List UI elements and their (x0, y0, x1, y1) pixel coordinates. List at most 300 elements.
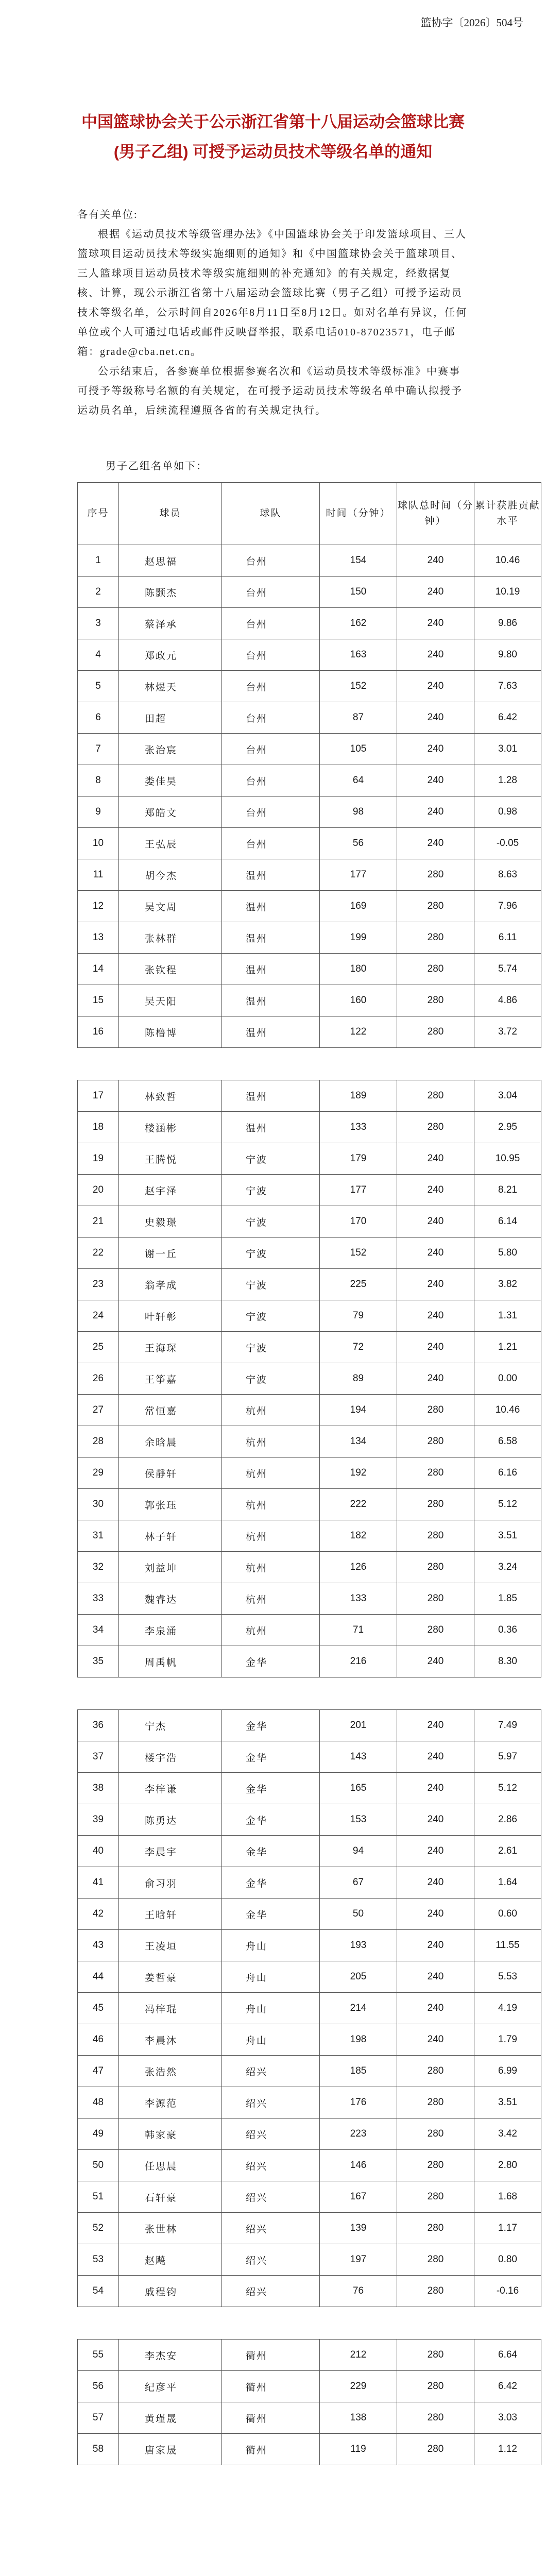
cell-team: 金华 (222, 1804, 320, 1836)
cell-time: 193 (320, 1930, 397, 1961)
table-intro: 男子乙组名单如下： (106, 461, 208, 472)
cell-time: 134 (320, 1426, 397, 1458)
cell-contribution: 3.51 (474, 1520, 541, 1552)
cell-team-total: 280 (397, 1112, 474, 1143)
cell-team: 台州 (222, 796, 320, 828)
cell-team-total: 280 (397, 1489, 474, 1520)
cell-time: 76 (320, 2276, 397, 2307)
document-number: 篮协字〔2026〕504号 (420, 16, 523, 29)
table-row (78, 1583, 541, 1615)
cell-team: 台州 (222, 545, 320, 577)
cell-time: 87 (320, 702, 397, 734)
cell-player: 余晗晨 (119, 1426, 222, 1458)
cell-team-total: 280 (397, 1080, 474, 1112)
cell-team-total: 280 (397, 2087, 474, 2119)
cell-contribution: 5.12 (474, 1489, 541, 1520)
cell-team: 金华 (222, 1836, 320, 1867)
table-row (78, 1458, 541, 1489)
cell-player: 翁孝成 (119, 1269, 222, 1300)
cell-team: 杭州 (222, 1583, 320, 1615)
cell-team: 宁波 (222, 1143, 320, 1175)
cell-team-total: 280 (397, 2056, 474, 2087)
table-row (78, 2150, 541, 2181)
cell-contribution: -0.16 (474, 2276, 541, 2307)
cell-team: 舟山 (222, 1961, 320, 1993)
cell-player: 常恒嘉 (119, 1395, 222, 1426)
cell-team-total: 280 (397, 2181, 474, 2213)
cell-contribution: 10.46 (474, 1395, 541, 1426)
cell-time: 199 (320, 922, 397, 954)
cell-player: 王凌垣 (119, 1930, 222, 1961)
cell-no: 5 (78, 671, 119, 702)
title-line-2: (男子乙组) 可授予运动员技术等级名单的通知 (113, 143, 433, 161)
cell-team: 衢州 (222, 2434, 320, 2465)
cell-contribution: 0.00 (474, 1363, 541, 1395)
cell-no: 45 (78, 1993, 119, 2024)
cell-team: 金华 (222, 1646, 320, 1677)
cell-player: 张治宸 (119, 734, 222, 765)
cell-contribution: 7.63 (474, 671, 541, 702)
table-row (78, 1615, 541, 1646)
cell-contribution: 0.36 (474, 1615, 541, 1646)
ranking-table (77, 1709, 541, 2307)
cell-team: 宁波 (222, 1175, 320, 1206)
table-row (78, 2402, 541, 2434)
table-row (78, 1993, 541, 2024)
table-row (78, 1710, 541, 1741)
cell-no: 2 (78, 577, 119, 608)
cell-time: 177 (320, 859, 397, 891)
cell-no: 57 (78, 2402, 119, 2434)
cell-contribution: 3.01 (474, 734, 541, 765)
cell-team-total: 240 (397, 1363, 474, 1395)
table-row (78, 2087, 541, 2119)
table-row (78, 891, 541, 922)
cell-contribution: 9.86 (474, 608, 541, 639)
cell-team: 台州 (222, 702, 320, 734)
ranking-table (77, 2339, 541, 2465)
table-row (78, 1016, 541, 1048)
cell-team: 舟山 (222, 2024, 320, 2056)
cell-team-total: 240 (397, 577, 474, 608)
table-row (78, 1552, 541, 1583)
cell-no: 53 (78, 2244, 119, 2276)
cell-time: 205 (320, 1961, 397, 1993)
cell-player: 姜哲豪 (119, 1961, 222, 1993)
cell-contribution: 4.86 (474, 985, 541, 1016)
cell-no: 54 (78, 2276, 119, 2307)
cell-contribution: 6.14 (474, 1206, 541, 1238)
cell-time: 146 (320, 2150, 397, 2181)
cell-player: 李晨宇 (119, 1836, 222, 1867)
cell-team-total: 240 (397, 2024, 474, 2056)
cell-team: 宁波 (222, 1300, 320, 1332)
cell-no: 40 (78, 1836, 119, 1867)
table-row (78, 922, 541, 954)
cell-team-total: 280 (397, 2434, 474, 2465)
cell-player: 李梓谦 (119, 1773, 222, 1804)
table-row (78, 2276, 541, 2307)
cell-team-total: 280 (397, 985, 474, 1016)
cell-contribution: 3.42 (474, 2119, 541, 2150)
cell-team: 台州 (222, 765, 320, 796)
cell-player: 王晗轩 (119, 1899, 222, 1930)
header-time: 时间（分钟） (320, 483, 397, 545)
cell-team: 绍兴 (222, 2181, 320, 2213)
cell-team: 温州 (222, 954, 320, 985)
cell-time: 169 (320, 891, 397, 922)
cell-player: 冯梓琨 (119, 1993, 222, 2024)
cell-team-total: 280 (397, 2213, 474, 2244)
cell-player: 唐家晟 (119, 2434, 222, 2465)
cell-no: 38 (78, 1773, 119, 1804)
ranking-table (77, 482, 541, 1048)
cell-contribution: 7.96 (474, 891, 541, 922)
cell-time: 119 (320, 2434, 397, 2465)
cell-team-total: 240 (397, 639, 474, 671)
paragraph-1: 根据《运动员技术等级管理办法》《中国篮球协会关于印发篮球项目、三人篮球项目运动员技术等级实施细则的通知》和《中国篮球协会关于篮球项目、三人篮球项目运动员技术等级实施细则的补充通知》的有关规定，经数据复核、计算，现公示浙江省第十八届运动会篮球比赛（男子乙组）可授予运动员技术等级名单，公示时间自2026年8月11日至8月12日。如对名单有异议，任何单位或个人可通过电话或邮件反映督举报，联系电话010-87023571，电子邮箱：grade@cba.net.cn。 (77, 229, 468, 358)
cell-player: 张浩然 (119, 2056, 222, 2087)
cell-team: 杭州 (222, 1395, 320, 1426)
cell-contribution: 8.63 (474, 859, 541, 891)
cell-time: 105 (320, 734, 397, 765)
cell-time: 72 (320, 1332, 397, 1363)
cell-player: 张林群 (119, 922, 222, 954)
table-row (78, 639, 541, 671)
cell-player: 吴天阳 (119, 985, 222, 1016)
cell-team-total: 240 (397, 734, 474, 765)
cell-player: 王海琛 (119, 1332, 222, 1363)
cell-team-total: 280 (397, 1583, 474, 1615)
cell-time: 126 (320, 1552, 397, 1583)
cell-team: 温州 (222, 985, 320, 1016)
cell-time: 143 (320, 1741, 397, 1773)
table-row (78, 796, 541, 828)
cell-contribution: 6.16 (474, 1458, 541, 1489)
cell-contribution: 1.31 (474, 1300, 541, 1332)
table-row (78, 765, 541, 796)
cell-player: 赵思福 (119, 545, 222, 577)
cell-player: 周禹帆 (119, 1646, 222, 1677)
cell-team: 金华 (222, 1773, 320, 1804)
cell-team-total: 240 (397, 1646, 474, 1677)
cell-team-total: 280 (397, 2119, 474, 2150)
cell-player: 郭张珏 (119, 1489, 222, 1520)
cell-team: 台州 (222, 671, 320, 702)
cell-contribution: 11.55 (474, 1930, 541, 1961)
cell-time: 67 (320, 1867, 397, 1899)
cell-player: 娄佳昊 (119, 765, 222, 796)
table-row (78, 954, 541, 985)
table-row (78, 2024, 541, 2056)
cell-time: 56 (320, 828, 397, 859)
header-team: 球队 (222, 483, 320, 545)
cell-contribution: 5.74 (474, 954, 541, 985)
cell-time: 133 (320, 1583, 397, 1615)
cell-time: 89 (320, 1363, 397, 1395)
cell-player: 魏睿达 (119, 1583, 222, 1615)
cell-player: 戚程钧 (119, 2276, 222, 2307)
cell-contribution: 5.53 (474, 1961, 541, 1993)
cell-contribution: -0.05 (474, 828, 541, 859)
table-row (78, 2244, 541, 2276)
cell-no: 34 (78, 1615, 119, 1646)
cell-team: 宁波 (222, 1332, 320, 1363)
cell-team-total: 240 (397, 545, 474, 577)
cell-no: 58 (78, 2434, 119, 2465)
table-row (78, 671, 541, 702)
cell-team-total: 240 (397, 1930, 474, 1961)
table-row (78, 1206, 541, 1238)
cell-no: 52 (78, 2213, 119, 2244)
cell-player: 纪彦平 (119, 2371, 222, 2402)
cell-time: 162 (320, 608, 397, 639)
cell-time: 192 (320, 1458, 397, 1489)
document-body (0, 205, 546, 420)
table-row (78, 1332, 541, 1363)
cell-team-total: 280 (397, 922, 474, 954)
cell-contribution: 6.42 (474, 702, 541, 734)
cell-no: 44 (78, 1961, 119, 1993)
cell-no: 47 (78, 2056, 119, 2087)
cell-contribution: 1.28 (474, 765, 541, 796)
cell-time: 79 (320, 1300, 397, 1332)
cell-team: 温州 (222, 891, 320, 922)
cell-time: 222 (320, 1489, 397, 1520)
cell-team: 绍兴 (222, 2213, 320, 2244)
table-row (78, 1112, 541, 1143)
cell-team: 绍兴 (222, 2150, 320, 2181)
cell-no: 10 (78, 828, 119, 859)
cell-no: 21 (78, 1206, 119, 1238)
cell-time: 179 (320, 1143, 397, 1175)
cell-contribution: 7.49 (474, 1710, 541, 1741)
table-row (78, 2056, 541, 2087)
cell-contribution: 1.21 (474, 1332, 541, 1363)
table-row (78, 1395, 541, 1426)
cell-player: 陈颢杰 (119, 577, 222, 608)
header-no: 序号 (78, 483, 119, 545)
table-row (78, 1489, 541, 1520)
table-row (78, 1961, 541, 1993)
cell-time: 212 (320, 2340, 397, 2371)
cell-no: 15 (78, 985, 119, 1016)
cell-player: 陈橹博 (119, 1016, 222, 1048)
cell-time: 152 (320, 671, 397, 702)
header-contribution: 累计获胜贡献水平 (474, 483, 541, 545)
table-row (78, 1646, 541, 1677)
cell-team: 金华 (222, 1741, 320, 1773)
cell-no: 28 (78, 1426, 119, 1458)
cell-no: 17 (78, 1080, 119, 1112)
cell-contribution: 5.97 (474, 1741, 541, 1773)
cell-contribution: 5.12 (474, 1773, 541, 1804)
cell-player: 田超 (119, 702, 222, 734)
cell-time: 133 (320, 1112, 397, 1143)
cell-contribution: 3.72 (474, 1016, 541, 1048)
cell-player: 陈勇达 (119, 1804, 222, 1836)
cell-player: 林子轩 (119, 1520, 222, 1552)
table-row (78, 2371, 541, 2402)
cell-player: 李晨沐 (119, 2024, 222, 2056)
table-row (78, 1426, 541, 1458)
cell-team: 台州 (222, 828, 320, 859)
cell-time: 182 (320, 1520, 397, 1552)
cell-contribution: 6.58 (474, 1426, 541, 1458)
table-row (78, 1175, 541, 1206)
cell-team-total: 280 (397, 2402, 474, 2434)
cell-no: 48 (78, 2087, 119, 2119)
cell-contribution: 2.80 (474, 2150, 541, 2181)
cell-time: 152 (320, 1238, 397, 1269)
cell-no: 13 (78, 922, 119, 954)
cell-contribution: 9.80 (474, 639, 541, 671)
cell-contribution: 10.95 (474, 1143, 541, 1175)
cell-contribution: 6.64 (474, 2340, 541, 2371)
cell-team-total: 280 (397, 1552, 474, 1583)
cell-time: 64 (320, 765, 397, 796)
cell-contribution: 3.03 (474, 2402, 541, 2434)
cell-player: 赵飚 (119, 2244, 222, 2276)
cell-team-total: 240 (397, 1993, 474, 2024)
cell-team-total: 240 (397, 608, 474, 639)
cell-time: 153 (320, 1804, 397, 1836)
title-line-1: 中国篮球协会关于公示浙江省第十八届运动会篮球比赛 (81, 113, 465, 131)
cell-contribution: 10.19 (474, 577, 541, 608)
cell-team: 舟山 (222, 1930, 320, 1961)
cell-time: 229 (320, 2371, 397, 2402)
cell-no: 31 (78, 1520, 119, 1552)
cell-contribution: 2.61 (474, 1836, 541, 1867)
cell-team: 杭州 (222, 1458, 320, 1489)
cell-contribution: 6.42 (474, 2371, 541, 2402)
cell-team-total: 240 (397, 796, 474, 828)
cell-player: 谢一丘 (119, 1238, 222, 1269)
cell-player: 韩家豪 (119, 2119, 222, 2150)
cell-time: 138 (320, 2402, 397, 2434)
cell-no: 33 (78, 1583, 119, 1615)
cell-team: 衢州 (222, 2402, 320, 2434)
cell-team-total: 240 (397, 1332, 474, 1363)
cell-team-total: 280 (397, 2150, 474, 2181)
cell-contribution: 1.68 (474, 2181, 541, 2213)
cell-no: 35 (78, 1646, 119, 1677)
cell-no: 41 (78, 1867, 119, 1899)
table-row (78, 985, 541, 1016)
cell-team: 温州 (222, 1112, 320, 1143)
cell-player: 楼涵彬 (119, 1112, 222, 1143)
cell-no: 4 (78, 639, 119, 671)
cell-time: 98 (320, 796, 397, 828)
cell-player: 刘益坤 (119, 1552, 222, 1583)
cell-no: 20 (78, 1175, 119, 1206)
cell-no: 24 (78, 1300, 119, 1332)
cell-team-total: 280 (397, 2340, 474, 2371)
table-row (78, 2119, 541, 2150)
cell-team-total: 280 (397, 859, 474, 891)
cell-team-total: 240 (397, 1206, 474, 1238)
cell-team: 温州 (222, 922, 320, 954)
cell-player: 张钦程 (119, 954, 222, 985)
table-row (78, 1836, 541, 1867)
cell-team-total: 240 (397, 1238, 474, 1269)
cell-team: 杭州 (222, 1520, 320, 1552)
cell-no: 23 (78, 1269, 119, 1300)
cell-team: 宁波 (222, 1238, 320, 1269)
cell-team-total: 240 (397, 671, 474, 702)
cell-contribution: 6.11 (474, 922, 541, 954)
table-row (78, 2181, 541, 2213)
cell-team: 台州 (222, 577, 320, 608)
cell-contribution: 3.51 (474, 2087, 541, 2119)
cell-team: 温州 (222, 859, 320, 891)
cell-contribution: 8.21 (474, 1175, 541, 1206)
cell-no: 22 (78, 1238, 119, 1269)
cell-team-total: 240 (397, 1961, 474, 1993)
cell-player: 张世林 (119, 2213, 222, 2244)
cell-no: 1 (78, 545, 119, 577)
cell-no: 9 (78, 796, 119, 828)
cell-contribution: 2.95 (474, 1112, 541, 1143)
cell-team: 绍兴 (222, 2119, 320, 2150)
cell-player: 楼宇浩 (119, 1741, 222, 1773)
cell-team: 杭州 (222, 1552, 320, 1583)
cell-contribution: 1.79 (474, 2024, 541, 2056)
cell-contribution: 6.99 (474, 2056, 541, 2087)
cell-team: 绍兴 (222, 2244, 320, 2276)
cell-no: 16 (78, 1016, 119, 1048)
cell-team-total: 280 (397, 1016, 474, 1048)
salutation: 各有关单位: (77, 209, 138, 221)
cell-player: 俞习羽 (119, 1867, 222, 1899)
cell-no: 46 (78, 2024, 119, 2056)
cell-no: 42 (78, 1899, 119, 1930)
cell-player: 李源范 (119, 2087, 222, 2119)
cell-time: 216 (320, 1646, 397, 1677)
cell-time: 71 (320, 1615, 397, 1646)
cell-no: 55 (78, 2340, 119, 2371)
table-row (78, 1930, 541, 1961)
ranking-tables (0, 482, 546, 2465)
table-row (78, 1773, 541, 1804)
cell-time: 167 (320, 2181, 397, 2213)
cell-player: 吴文周 (119, 891, 222, 922)
table-row (78, 545, 541, 577)
cell-no: 6 (78, 702, 119, 734)
cell-team-total: 240 (397, 1836, 474, 1867)
cell-time: 163 (320, 639, 397, 671)
cell-team-total: 280 (397, 1615, 474, 1646)
cell-no: 18 (78, 1112, 119, 1143)
table-row (78, 1238, 541, 1269)
cell-team-total: 280 (397, 1458, 474, 1489)
cell-player: 宁杰 (119, 1710, 222, 1741)
cell-contribution: 1.85 (474, 1583, 541, 1615)
cell-time: 197 (320, 2244, 397, 2276)
cell-team-total: 240 (397, 1300, 474, 1332)
cell-time: 225 (320, 1269, 397, 1300)
cell-team-total: 240 (397, 1741, 474, 1773)
paragraph-2: 公示结束后，各参赛单位根据参赛名次和《运动员技术等级标准》中赛事可授予等级称号名额的有关规定，在可授予运动员技术等级名单中确认拟授予运动员名单，后续流程遵照各省的有关规定执行。 (77, 366, 463, 416)
cell-no: 14 (78, 954, 119, 985)
cell-team: 台州 (222, 734, 320, 765)
cell-no: 27 (78, 1395, 119, 1426)
cell-time: 154 (320, 545, 397, 577)
table-row (78, 1899, 541, 1930)
table-row (78, 577, 541, 608)
cell-team: 衢州 (222, 2371, 320, 2402)
cell-time: 170 (320, 1206, 397, 1238)
